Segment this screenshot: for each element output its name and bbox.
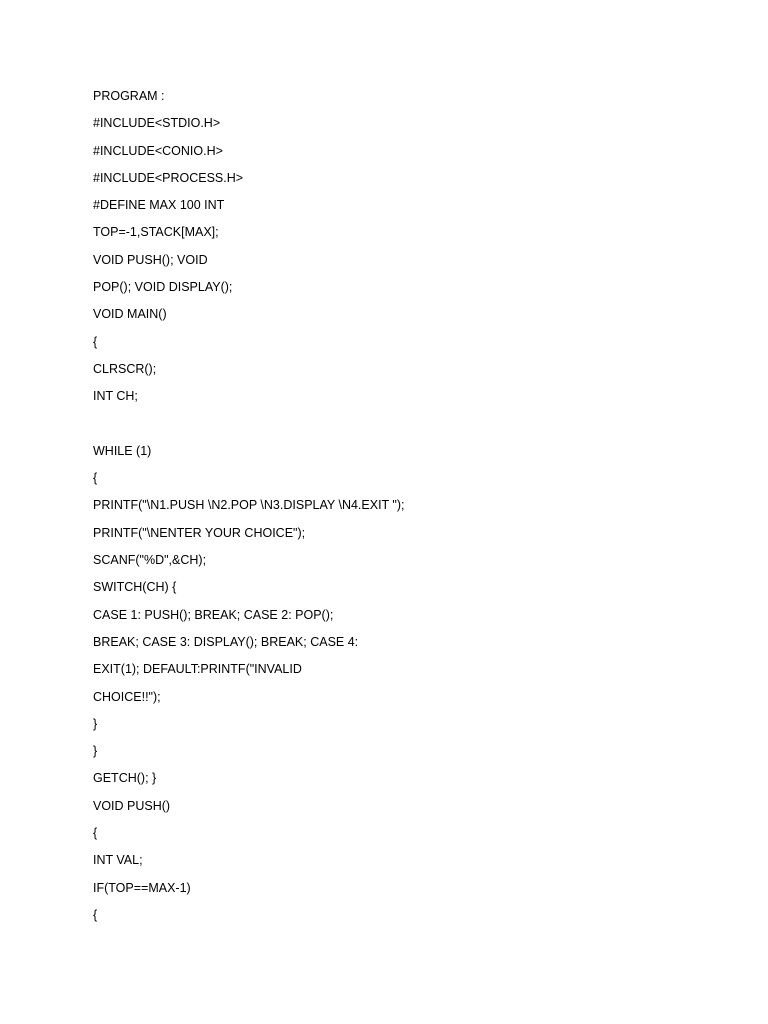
code-line: { <box>93 907 98 922</box>
code-line: VOID PUSH(); VOID <box>93 252 208 267</box>
code-line: SCANF("%D",&CH); <box>93 553 207 568</box>
code-line: TOP=-1,STACK[MAX]; <box>93 225 219 240</box>
code-line: } <box>93 744 98 759</box>
code-line: } <box>93 716 98 731</box>
code-line: IF(TOP==MAX-1) <box>93 880 191 895</box>
code-line: { <box>93 334 98 349</box>
code-line: BREAK; CASE 3: DISPLAY(); BREAK; CASE 4: <box>93 634 359 649</box>
blank-line <box>93 413 405 440</box>
code-line: #INCLUDE<PROCESS.H> <box>93 170 244 185</box>
code-line: GETCH(); } <box>93 771 157 786</box>
code-line: { <box>93 826 98 841</box>
code-line: SWITCH(CH) { <box>93 580 177 595</box>
code-line: CHOICE!!"); <box>93 689 161 704</box>
code-listing <box>93 85 405 931</box>
code-line: PRINTF("\NENTER YOUR CHOICE"); <box>93 525 306 540</box>
code-line: PRINTF("\N1.PUSH \N2.POP \N3.DISPLAY \N4.EXIT "); <box>93 498 405 513</box>
code-line: VOID PUSH() <box>93 798 171 813</box>
code-line: #INCLUDE<CONIO.H> <box>93 143 223 158</box>
code-line: VOID MAIN() <box>93 307 167 322</box>
code-line: POP(); VOID DISPLAY(); <box>93 280 233 295</box>
code-line: CASE 1: PUSH(); BREAK; CASE 2: POP(); <box>93 607 334 622</box>
code-line: #INCLUDE<STDIO.H> <box>93 116 221 131</box>
code-line: CLRSCR(); <box>93 361 157 376</box>
code-line: EXIT(1); DEFAULT:PRINTF("INVALID <box>93 662 302 677</box>
code-line: PROGRAM : <box>93 89 165 103</box>
code-line: { <box>93 471 98 486</box>
code-line: INT VAL; <box>93 853 143 868</box>
code-line: WHILE (1) <box>93 443 152 458</box>
code-line: INT CH; <box>93 389 138 404</box>
code-line: #DEFINE MAX 100 INT <box>93 198 225 213</box>
